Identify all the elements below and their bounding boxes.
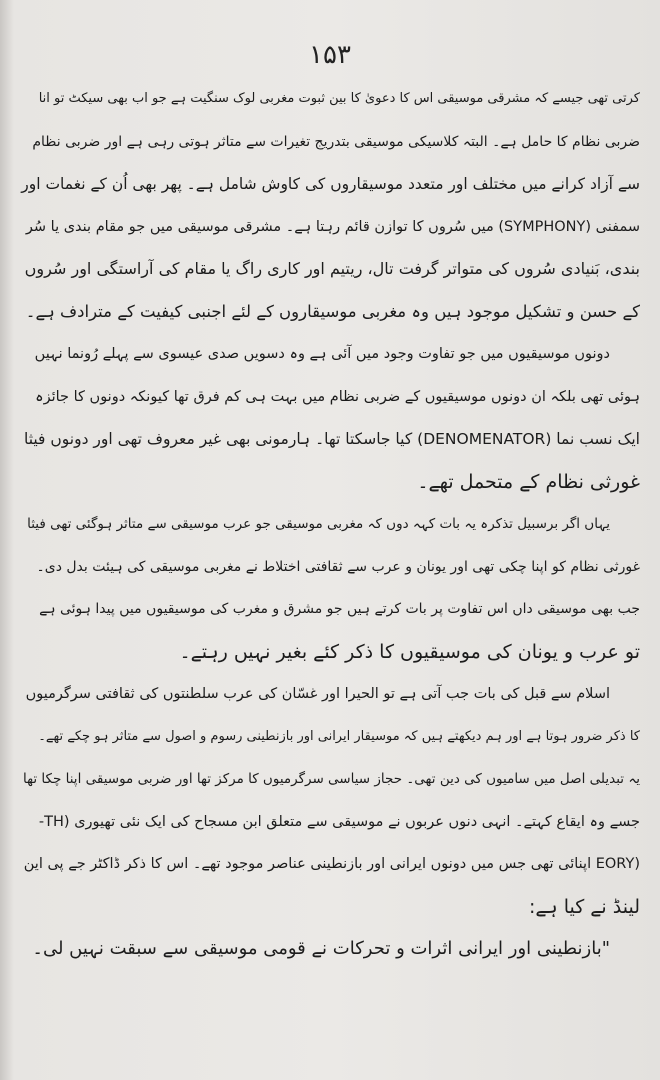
text-line: یہاں اگر برسبیل تذکرہ یہ بات کہہ دوں کہ مغربی موسیقی جو عرب موسیقی سے متاثر ہوگئی تھی فیثا bbox=[27, 516, 610, 532]
body-text bbox=[20, 78, 640, 971]
text-line: ہوئی تھی بلکہ ان دونوں موسیقیوں کے ضربی نظام میں بہت ہی کم فرق تھا کیونکہ دونوں کا جائزہ bbox=[35, 388, 640, 405]
text-line: یہ تبدیلی اصل میں سامیوں کی دین تھی۔ حجاز سیاسی سرگرمیوں کا مرکز تھا اور ضربی موسیقی اپنا چکا تھا bbox=[23, 771, 640, 787]
text-line: دونوں موسیقیوں میں جو تفاوت وجود میں آئی ہے وہ دسویں صدی عیسوی سے پہلے رُونما نہیں bbox=[34, 346, 610, 362]
text-line: "بازنطینی اور ایرانی اثرات و تحرکات نے قومی موسیقی سے سبقت نہیں لی۔ bbox=[32, 938, 610, 959]
text-line: تو عرب و یونان کی موسیقیوں کا ذکر کئے بغیر نہیں رہتے۔ bbox=[179, 640, 640, 663]
text-line: بندی، بَنیادی سُروں کی متواتر گرفت تال، ریتیم اور کاری راگ یا مقام کی آراستگی اور سُروں bbox=[24, 259, 640, 278]
text-line: کا ذکر ضرور ہوتا ہے اور ہم دیکھتے ہیں کہ موسیقار ایرانی اور بازنطینی رسوم و اصول سے متاثر ہو چکے تھے۔ bbox=[38, 728, 640, 744]
text-line: جسے وہ ایقاع کہتے۔ انہی دنوں عربوں نے موسیقی سے متعلق ابن مسجاح کی ایک نئی تھیوری (TH- bbox=[38, 813, 640, 830]
text-line: ضربی نظام کا حامل ہے۔ البتہ کلاسیکی موسیقی بتدریج تغیرات سے متاثر ہوتی رہی ہے اور ضربی نظام bbox=[32, 133, 640, 150]
text-line: کے حسن و تشکیل موجود ہیں وہ مغربی موسیقاروں کے لئے اجنبی کیفیت کے مترادف ہے۔ bbox=[25, 301, 640, 321]
page-number: ۱۵۳ bbox=[309, 40, 351, 70]
text-line: سمفنی (SYMPHONY) میں سُروں کا توازن قائم رہتا ہے۔ مشرقی موسیقی میں جو مقام بندی یا سُر bbox=[25, 218, 640, 235]
text-line: ایک نسب نما (DENOMENATOR) کیا جاسکتا تھا۔ ہارمونی بھی غیر معروف تھی اور دونوں فیثا bbox=[23, 430, 640, 448]
text-line: لینڈ نے کیا ہے: bbox=[528, 895, 640, 918]
text-line: کرتی تھی جیسے کہ مشرقی موسیقی اس کا دعویٰ کا بین ثبوت مغربی لوک سنگیت ہے جو اب بھی سیکٹ تو انا bbox=[38, 91, 640, 106]
text-line: غورثی نظام کو اپنا چکی تھی اور یونان و عرب سے ثقافتی اختلاط نے مغربی موسیقی کی ہیئت بدل دی۔ bbox=[36, 558, 640, 575]
text-line: (EORY اپنائی تھی جس میں دونوں ایرانی اور بازنطینی عناصر موجود تھے۔ اس کا ذکر ڈاکٹر جے پی این bbox=[23, 856, 640, 872]
text-line: جب بھی موسیقی داں اس تفاوت پر بات کرتے ہیں جو مشرق و مغرب کی موسیقیوں میں پیدا ہوئی ہے bbox=[39, 601, 640, 617]
text-line: اسلام سے قبل کی بات جب آتی ہے تو الحیرا اور غسّان کی عرب سلطنتوں کی ثقافتی سرگرمیوں bbox=[25, 686, 610, 702]
text-line: غورثی نظام کے متحمل تھے۔ bbox=[417, 470, 640, 493]
text-line: سے آزاد کرانے میں مختلف اور متعدد موسیقاروں کی کاوش شامل ہے۔ پھر بھی اُن کے نغمات اور bbox=[21, 175, 640, 193]
